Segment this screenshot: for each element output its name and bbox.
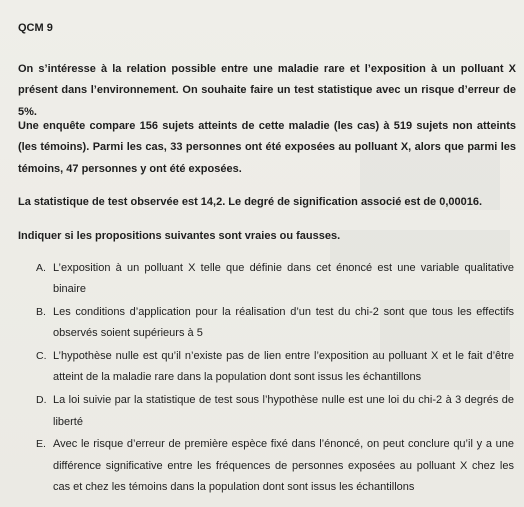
instruction-text: Indiquer si les propositions suivantes sont vraies ou fausses. [18, 230, 341, 242]
option-text: Les conditions d’application pour la réalisation d’un test du chi-2 sont que tous les effectifs observés soient supérieurs à 5 [53, 306, 514, 340]
options-list [36, 258, 514, 500]
option-d [36, 390, 514, 433]
question-title: QCM 9 [18, 22, 53, 34]
option-text: Avec le risque d’erreur de première espèce fixé dans l’énoncé, on peut conclure qu’il y a une différence significative entre les fréquences de personnes exposées au polluant X chez les cas et chez les témoins dans la population dont sont issus les échantillons [53, 438, 514, 493]
option-e [36, 434, 514, 498]
option-text: La loi suivie par la statistique de test sous l’hypothèse nulle est une loi du chi-2 à 3 degrés de liberté [53, 394, 514, 428]
option-b [36, 302, 514, 345]
option-c [36, 346, 514, 389]
statistic-paragraph: La statistique de test observée est 14,2. Le degré de signification associé est de 0,00016. [18, 196, 483, 208]
option-letter: B. [36, 306, 46, 319]
survey-paragraph: Une enquête compare 156 sujets atteints de cette maladie (les cas) à 519 sujets non atteints (les témoins). Parmi les cas, 33 personnes ont été exposées au polluant X, alors que parmi les témoins, 47 personnes y ont été exposées. [18, 120, 516, 175]
option-letter: E. [36, 438, 46, 451]
option-a [36, 258, 514, 301]
option-letter: D. [36, 394, 47, 407]
option-letter: C. [36, 350, 47, 363]
option-text: L’exposition à un polluant X telle que définie dans cet énoncé est une variable qualitative binaire [53, 262, 514, 296]
option-letter: A. [36, 262, 46, 274]
intro-paragraph: On s’intéresse à la relation possible entre une maladie rare et l’exposition à un polluant X présent dans l’environnement. On souhaite faire un test statistique avec un risque d’erreur de 5%. [18, 63, 516, 118]
option-text: L’hypothèse nulle est qu’il n’existe pas de lien entre l’exposition au polluant X et le fait d’être atteint de la maladie rare dans la population dont sont issus les échantillons [53, 350, 514, 384]
